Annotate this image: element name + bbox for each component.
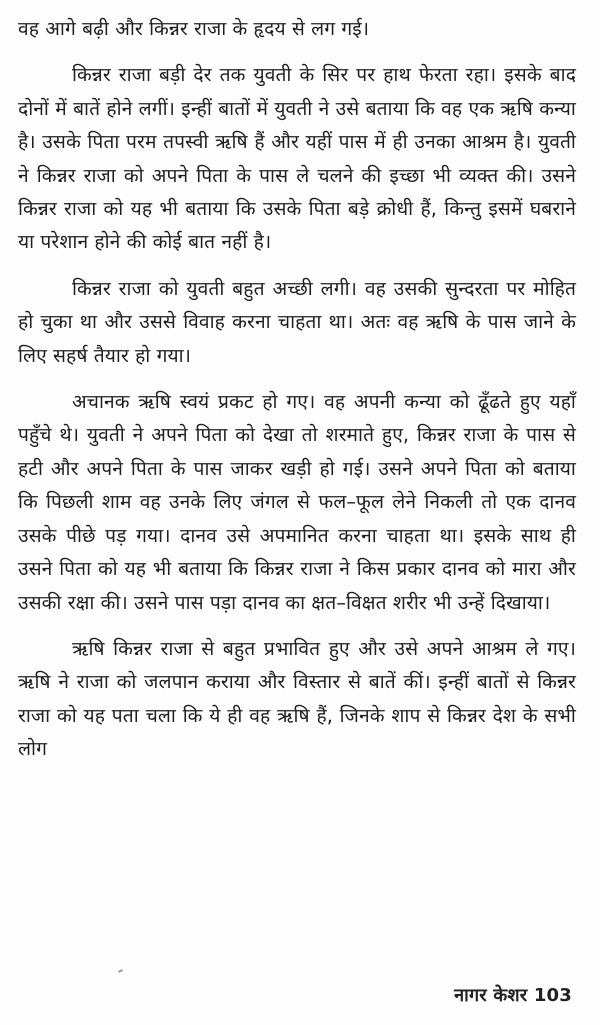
- paragraph-5: ऋषि किन्नर राजा से बहुत प्रभावित हुए और उसे अपने आश्रम ले गए। ऋषि ने राजा को जलपान कराया और विस्तार से बातें कीं। इन्हीं बातों से किन्नर राजा को यह पता चला कि ये ही वह ऋषि हैं, जिनके शाप से किन्नर देश के सभी लोग: [18, 636, 576, 761]
- print-speck: [118, 969, 123, 973]
- body-text: [18, 12, 576, 766]
- paragraph-4: अचानक ऋषि स्वयं प्रकट हो गए। वह अपनी कन्या को ढूँढते हुए यहाँ पहुँचे थे। युवती ने अपने पिता को देखा तो शरमाते हुए, किन्नर राजा के पास से हटी और अपने पिता के पास जाकर खड़ी हो गई। उसने अपने पिता को बताया कि पिछली शाम वह उनके लिए जंगल से फल–फूल लेने निकली तो एक दानव उसके पीछे पड़ गया। दानव उसे अपमानित करना चाहता था। इसके साथ ही उसने पिता को यह भी बताया कि किन्नर राजा ने किस प्रकार दानव को मारा और उसकी रक्षा की। उसने पास पड़ा दानव का क्षत–विक्षत शरीर भी उन्हें दिखाया।: [18, 390, 576, 614]
- page-footer: नागर केशर 103: [454, 985, 572, 1006]
- paragraph-1: वह आगे बढ़ी और किन्नर राजा के हृदय से लग गई।: [18, 17, 370, 40]
- paragraph-3: किन्नर राजा को युवती बहुत अच्छी लगी। वह उसकी सुन्दरता पर मोहित हो चुका था और उससे विवाह करना चाहता था। अतः वह ऋषि के पास जाने के लिए सहर्ष तैयार हो गया।: [18, 276, 576, 367]
- paragraph-2: किन्नर राजा बड़ी देर तक युवती के सिर पर हाथ फेरता रहा। इसके बाद दोनों में बातें होने लगीं। इन्हीं बातों में युवती ने उसे बताया कि वह एक ऋषि कन्या है। उसके पिता परम तपस्वी ऋषि हैं और यहीं पास में ही उनका आश्रम है। युवती ने किन्नर राजा को अपने पिता के पास ले चलने की इच्छा भी व्यक्त की। उसने किन्नर राजा को यह भी बताया कि उसके पिता बड़े क्रोधी हैं, किन्तु इसमें घबराने या परेशान होने की कोई बात नहीं है।: [18, 63, 576, 254]
